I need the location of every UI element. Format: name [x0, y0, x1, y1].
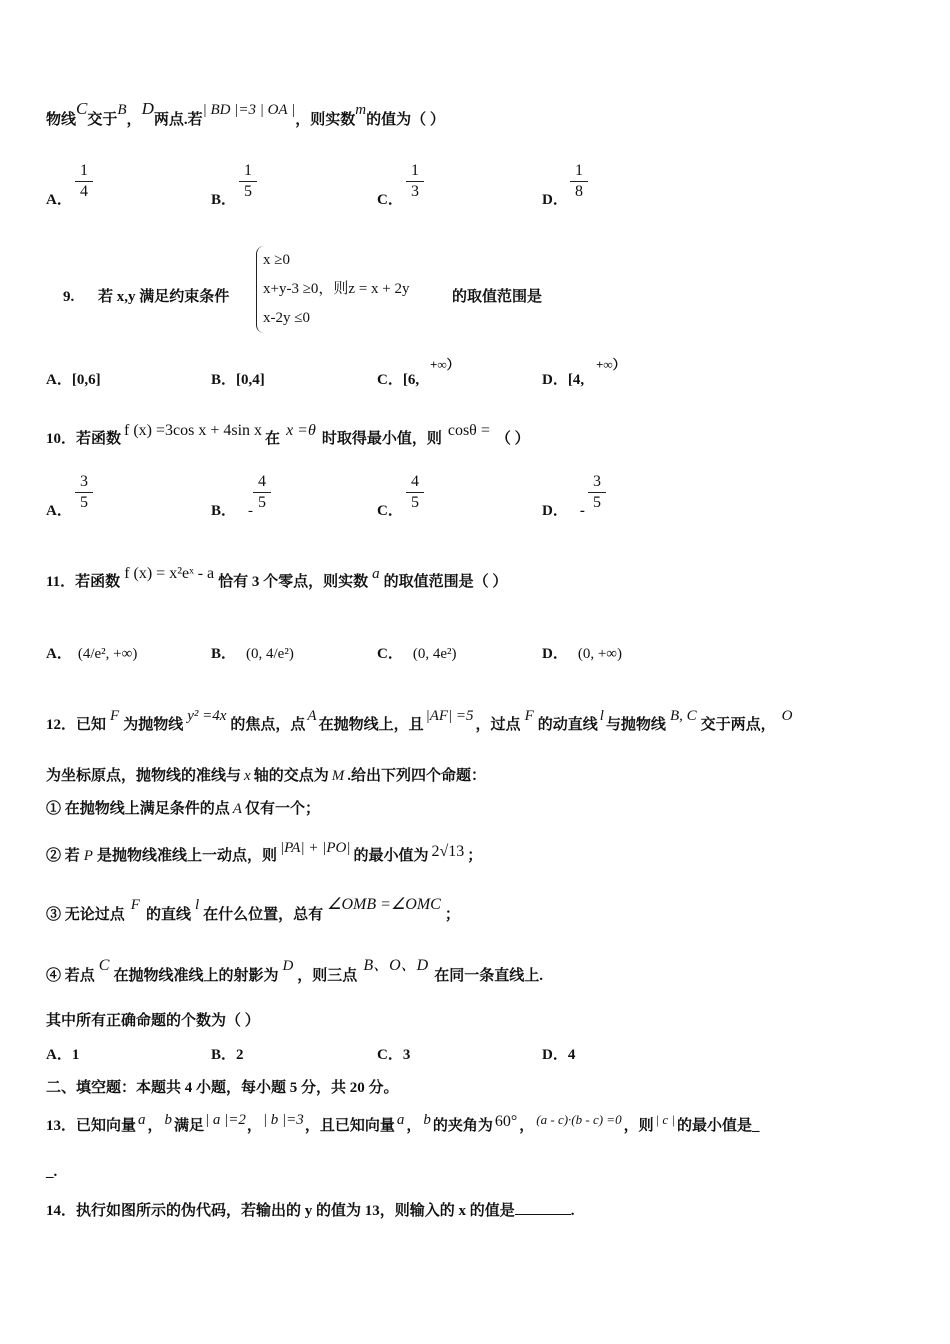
text: 交于	[87, 112, 118, 128]
text: 的取值范围是	[452, 289, 543, 305]
math: m	[355, 102, 367, 118]
option-value: (0, +∞)	[577, 646, 622, 662]
text: ① 在抛物线上满足条件的点	[46, 801, 230, 817]
q9-option-d: D．[4,	[542, 372, 585, 388]
math: |PA| + |PO|	[279, 840, 351, 856]
text: ；	[444, 907, 460, 923]
denominator: 5	[80, 494, 88, 511]
q8-stem	[46, 99, 445, 129]
constraint: x+y-3 ≥0，则z = x + 2y	[263, 281, 410, 297]
math: l	[194, 897, 200, 913]
q12-option-d: D．4	[542, 1047, 576, 1063]
q13-continuation: _.	[46, 1164, 58, 1180]
q10-option-a	[46, 499, 72, 520]
text: 仅有一个；	[244, 801, 320, 817]
math: |AF| =5	[425, 708, 474, 724]
option-label: B．	[211, 192, 237, 208]
text: ，	[126, 112, 142, 128]
text: 恰有 3 个零点，则实数	[218, 574, 369, 590]
q8-option-b	[211, 188, 236, 209]
math: B, C	[669, 708, 697, 724]
q12-option-c: C．3	[377, 1047, 411, 1063]
option-label: A．	[46, 646, 72, 662]
q12-proposition-3	[46, 896, 460, 924]
math: a	[396, 1112, 405, 1128]
question-number: 11．若函数	[46, 574, 121, 590]
text: 轴的交点为	[253, 768, 329, 784]
q11-option-b	[211, 642, 294, 663]
text: 在抛物线准线上的射影为	[113, 968, 279, 984]
question-number: 9.	[63, 289, 75, 305]
text: 的直线	[145, 907, 191, 923]
text: ，	[406, 1118, 422, 1134]
math: x =θ	[286, 422, 316, 439]
text: 14．执行如图所示的伪代码，若输出的 y 的值为 13，则输入的 x 的值是	[46, 1203, 515, 1219]
math: x	[244, 768, 251, 784]
question-number: 10．若函数	[46, 431, 122, 447]
text: ③ 无论过点	[46, 907, 125, 923]
text: 若 x,y 满足约束条件	[98, 289, 230, 305]
text: 在	[265, 431, 281, 447]
numerator: 1	[411, 162, 419, 179]
text: ，且已知向量	[304, 1118, 395, 1134]
q11-option-c	[377, 642, 457, 663]
option-label: B．	[211, 503, 237, 519]
text: 交于两点，	[700, 717, 776, 733]
q12-line2	[46, 764, 486, 785]
text: 的焦点，点	[230, 717, 306, 733]
fraction	[237, 162, 259, 201]
denominator: 5	[411, 494, 419, 511]
math: | c |	[655, 1112, 676, 1127]
text: 两点.若	[153, 112, 203, 128]
text: 与抛物线	[605, 717, 666, 733]
q14-stem	[46, 1199, 575, 1220]
option-value: (4/e², +∞)	[77, 646, 138, 662]
answer-blank	[515, 1200, 571, 1215]
denominator: 5	[244, 183, 252, 200]
constraint: x ≥0	[263, 252, 290, 268]
q8-option-c	[377, 188, 403, 209]
text: 在什么位置，总有	[203, 907, 324, 923]
fraction	[73, 162, 95, 201]
q10-option-b	[211, 499, 253, 520]
math: y² =4x	[187, 708, 227, 724]
fraction	[586, 473, 608, 512]
option-label: A．	[46, 503, 72, 519]
q10-option-d	[542, 499, 585, 520]
math: | a |=2	[205, 1112, 246, 1128]
math: l	[599, 708, 604, 724]
text: 时取得最小值，则	[321, 431, 442, 447]
numerator: 1	[244, 162, 252, 179]
text: ，过点	[475, 717, 521, 733]
math: b	[164, 1112, 173, 1128]
constraint: x-2y ≤0	[263, 310, 310, 326]
option-label: B．	[211, 646, 237, 662]
constraint-system	[256, 246, 410, 333]
numerator: 4	[258, 473, 266, 490]
math: A	[232, 801, 242, 817]
math: M	[331, 768, 345, 784]
option-value: (0, 4/e²)	[246, 646, 294, 662]
text: 为坐标原点，抛物线的准线与	[46, 768, 242, 784]
text: ，	[519, 1118, 535, 1134]
math: C	[76, 99, 88, 118]
math: | BD |=3 | OA |	[202, 102, 296, 118]
numerator: 4	[411, 473, 419, 490]
math: A	[307, 708, 317, 724]
option-label: C．	[377, 192, 403, 208]
infinity-symbol: +∞）	[430, 357, 460, 372]
option-label: C．	[377, 646, 403, 662]
q9-stem	[63, 285, 229, 306]
math: a	[138, 1112, 146, 1128]
text: 的最小值是_	[677, 1118, 760, 1134]
option-label: D．	[542, 192, 568, 208]
q12-proposition-2	[46, 840, 483, 865]
math: | b |=3	[262, 1112, 304, 1128]
math: 2√13	[431, 843, 465, 860]
math: F	[524, 708, 534, 724]
fraction	[73, 473, 95, 512]
math: 60°	[494, 1113, 518, 1130]
option-label: D．	[542, 646, 568, 662]
denominator: 8	[575, 183, 583, 200]
option-value: (0, 4e²)	[412, 646, 457, 662]
section-heading: 二、填空题：本题共 4 小题，每小题 5 分，共 20 分。	[46, 1080, 399, 1096]
q8-option-a	[46, 188, 72, 209]
minus-sign: -	[248, 503, 254, 519]
text: ；	[467, 848, 483, 864]
math: D	[282, 958, 294, 974]
q11-option-a	[46, 642, 137, 663]
option-label: D．	[542, 503, 568, 519]
q12-line1	[46, 708, 793, 734]
text: 13．已知向量	[46, 1118, 137, 1134]
infinity-symbol: +∞）	[596, 357, 626, 372]
math: b	[423, 1112, 431, 1128]
math: C	[98, 957, 110, 974]
math: F	[110, 708, 120, 724]
q11-stem	[46, 565, 508, 591]
math: f (x) =3cos x + 4sin x	[124, 422, 263, 439]
numerator: 1	[575, 162, 583, 179]
q8-option-d	[542, 188, 568, 209]
text: ，	[147, 1118, 163, 1134]
text: 的动直线	[537, 717, 598, 733]
math: D	[141, 99, 154, 118]
q11-option-d	[542, 642, 622, 663]
numerator: 1	[80, 162, 88, 179]
q12-proposition-4	[46, 957, 543, 985]
text: .给出下列四个命题：	[347, 768, 486, 784]
q9-tail	[452, 285, 542, 306]
math: a	[372, 566, 380, 582]
text: 的最小值为	[353, 848, 429, 864]
fraction	[251, 473, 273, 512]
text: ，	[246, 1118, 262, 1134]
fraction	[404, 473, 426, 512]
text: 是抛物线准线上一动点，则	[96, 848, 277, 864]
math: B	[117, 102, 127, 118]
denominator: 5	[593, 494, 601, 511]
q12-option-b: B．2	[211, 1047, 244, 1063]
q12-proposition-1	[46, 797, 320, 818]
text: 在同一条直线上.	[434, 968, 543, 984]
math: f (x) = x²eˣ - a	[124, 565, 215, 582]
q13-stem	[46, 1114, 760, 1135]
q12-option-a: A．1	[46, 1047, 80, 1063]
option-label: A．	[46, 192, 72, 208]
text: （ ）	[495, 431, 530, 447]
option-label: C．	[377, 503, 403, 519]
math: P	[83, 848, 93, 864]
text: ，则实数	[295, 112, 356, 128]
minus-sign: -	[579, 503, 585, 519]
text: 的取值范围是（ ）	[383, 574, 508, 590]
denominator: 5	[258, 494, 266, 511]
denominator: 3	[411, 183, 419, 200]
text: ② 若	[46, 848, 80, 864]
text: 物线	[46, 112, 77, 128]
q10-option-c	[377, 499, 403, 520]
text: 12．已知	[46, 717, 107, 733]
denominator: 4	[80, 183, 88, 200]
text: ④ 若点	[46, 968, 95, 984]
numerator: 3	[593, 473, 601, 490]
text: 满足	[174, 1118, 205, 1134]
q9-option-a: A．[0,6]	[46, 372, 101, 388]
text: ，则三点	[297, 968, 358, 984]
math: B、O、D	[363, 957, 429, 974]
text: 在抛物线上，且	[318, 717, 424, 733]
math: (a - c)·(b - c) =0	[536, 1112, 622, 1127]
numerator: 3	[80, 473, 88, 490]
text: 为抛物线	[123, 717, 184, 733]
q9-option-c: C．[6,	[377, 372, 420, 388]
math: O	[781, 708, 793, 724]
q9-option-b: B．[0,4]	[211, 372, 265, 388]
text: 的夹角为	[432, 1118, 493, 1134]
text: .	[570, 1203, 575, 1219]
math: F	[130, 897, 140, 913]
text: ，则	[623, 1118, 654, 1134]
fraction	[568, 162, 590, 201]
text: 的值为（ ）	[366, 112, 445, 128]
math: cosθ =	[447, 422, 490, 439]
q10-stem	[46, 422, 530, 448]
q12-question: 其中所有正确命题的个数为（ ）	[46, 1013, 260, 1029]
fraction	[404, 162, 426, 201]
math: ∠OMB =∠OMC	[327, 896, 441, 913]
